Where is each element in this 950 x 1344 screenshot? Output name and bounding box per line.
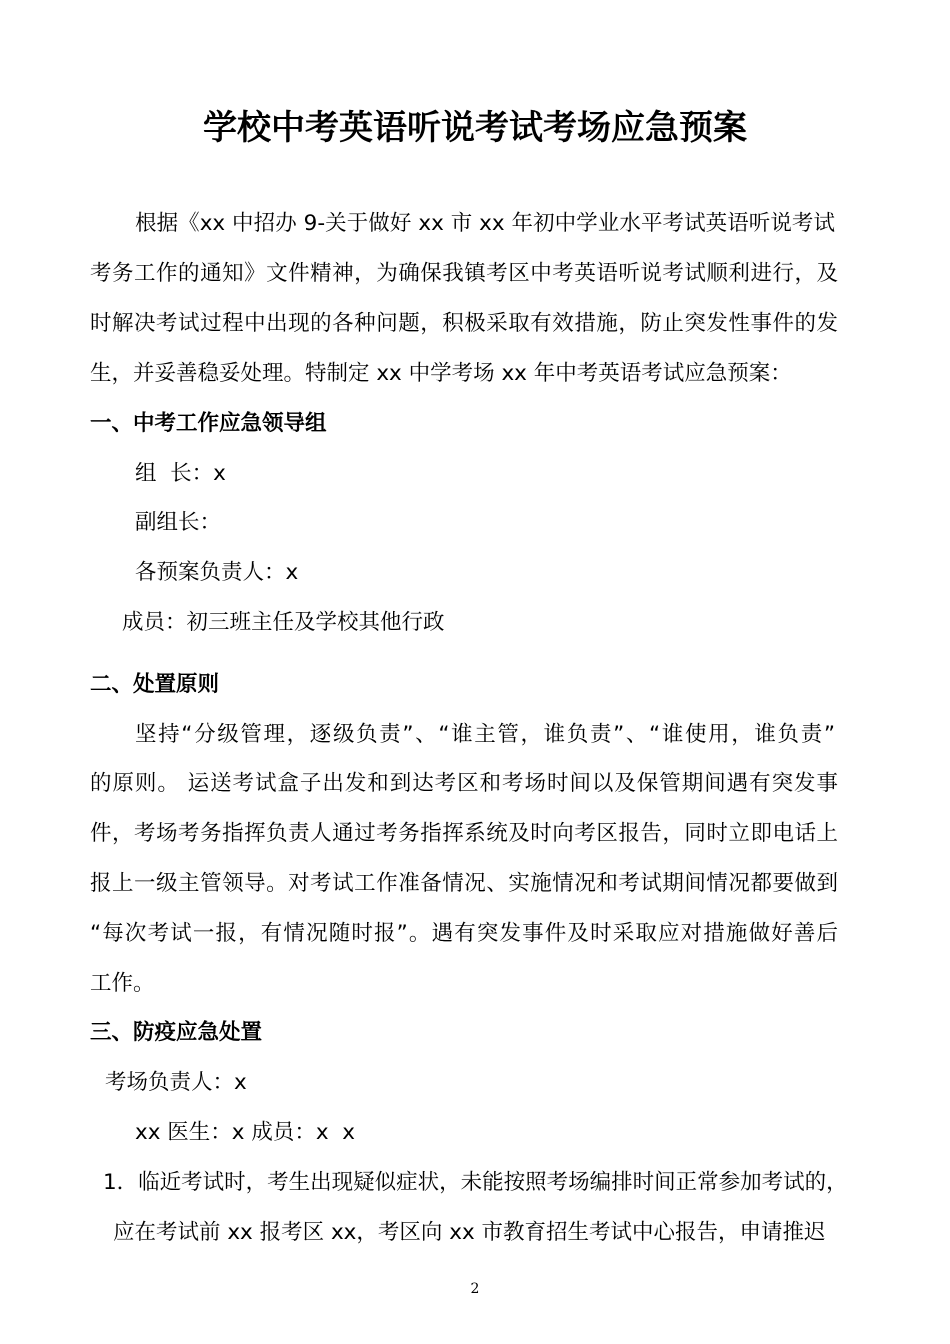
section1-leader: 组 长：x <box>135 461 226 486</box>
document-title: 学校中考英语听说考试考场应急预案 <box>203 108 747 148</box>
section2-line-3: 件，考场考务指挥负责人通过考务指挥系统及时向考区报告，同时立即电话上 <box>90 821 838 846</box>
section1-heading: 一、中考工作应急领导组 <box>90 411 327 436</box>
section1-deputy: 副组长： <box>135 510 222 535</box>
section2-heading: 二、处置原则 <box>90 672 220 697</box>
section3-responsible: 考场负责人：x <box>105 1070 247 1095</box>
section2-line-1: 坚持“分级管理，逐级负责”、“谁主管，谁负责”、“谁使用，谁负责” <box>135 722 835 747</box>
section2-line-4: 报上一级主管领导。对考试工作准备情况、实施情况和考试期间情况都要做到 <box>90 871 838 896</box>
section2-line-5: “每次考试一报，有情况随时报”。遇有突发事件及时采取应对措施做好善后 <box>90 921 838 946</box>
intro-line-4: 生，并妥善稳妥处理。特制定 xx 中学考场 xx 年中考英语考试应急预案： <box>90 361 792 386</box>
section1-members: 成员：初三班主任及学校其他行政 <box>122 610 445 635</box>
intro-line-1: 根据《xx 中招办 9-关于做好 xx 市 xx 年初中学业水平考试英语听说考试 <box>135 211 835 236</box>
section3-item1-line-1: 1．临近考试时，考生出现疑似症状，未能按照考场编排时间正常参加考试的， <box>103 1170 848 1195</box>
section2-line-2: 的原则。 运送考试盒子出发和到达考区和考场时间以及保管期间遇有突发事 <box>90 771 838 796</box>
page-number: 2 <box>470 1281 480 1297</box>
intro-line-2: 考务工作的通知》文件精神，为确保我镇考区中考英语听说考试顺利进行，及 <box>90 261 838 286</box>
section3-doctor: xx 医生：x 成员：x x <box>135 1120 355 1145</box>
section3-item1-line-2: 应在考试前 xx 报考区 xx，考区向 xx 市教育招生考试中心报告，申请推迟 <box>113 1220 826 1245</box>
section2-line-6: 工作。 <box>90 971 155 996</box>
intro-line-3: 时解决考试过程中出现的各种问题，积极采取有效措施，防止突发性事件的发 <box>90 311 838 336</box>
section1-plan-owner: 各预案负责人：x <box>135 560 299 585</box>
section3-heading: 三、防疫应急处置 <box>90 1020 263 1045</box>
